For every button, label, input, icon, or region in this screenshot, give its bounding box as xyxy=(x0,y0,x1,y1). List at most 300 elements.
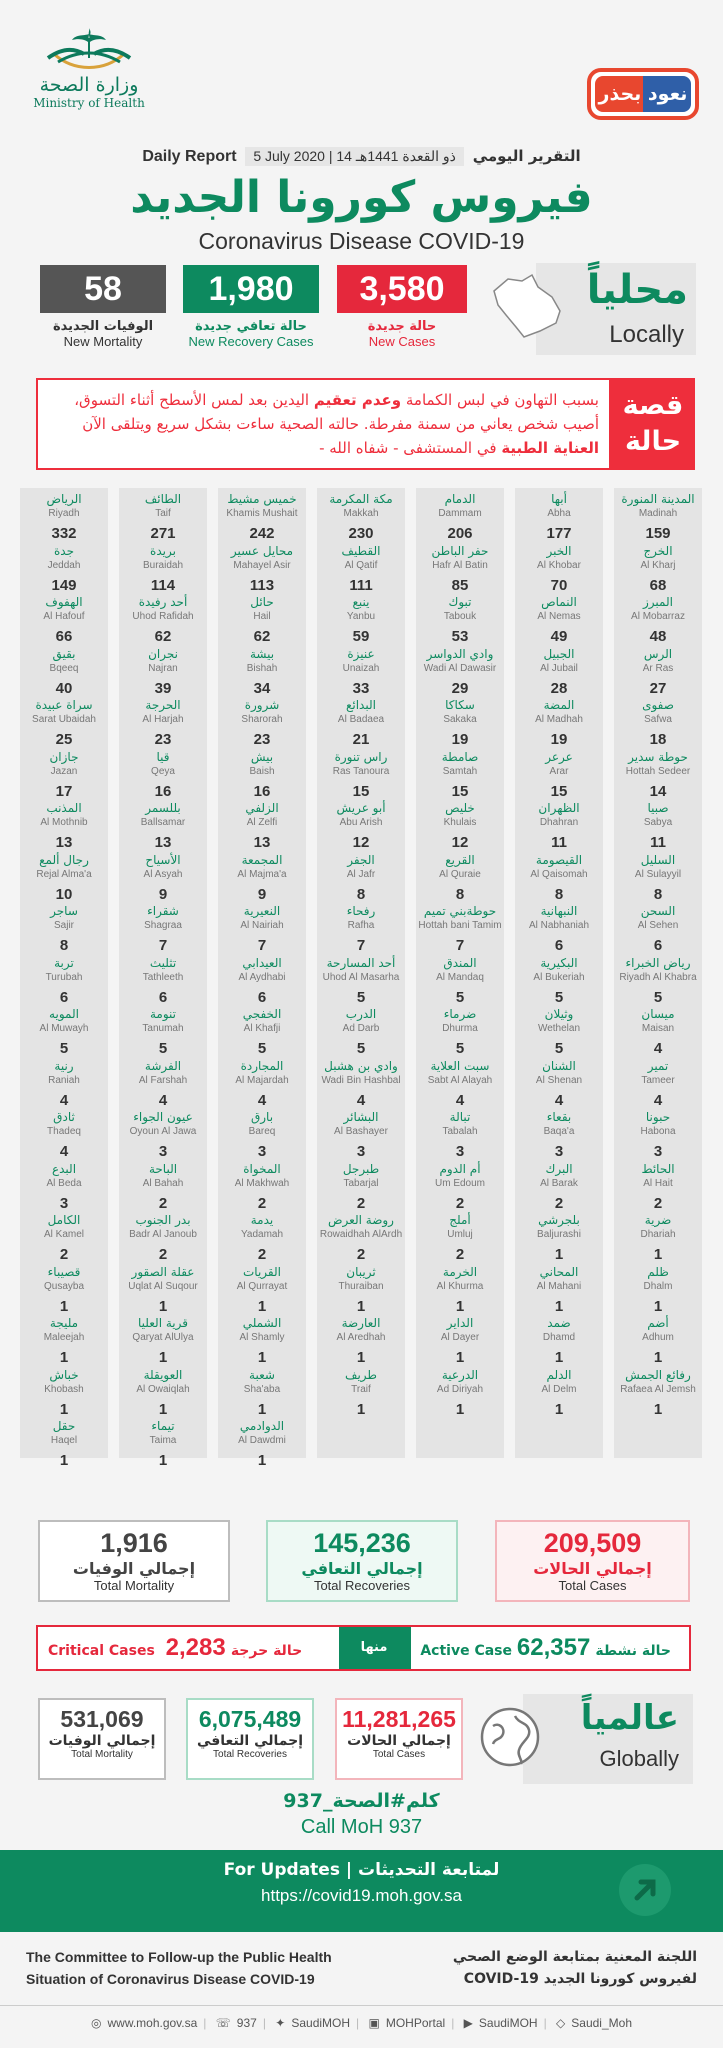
region-name-ar: القريع xyxy=(445,852,475,867)
story-text-4: العناية الطبية xyxy=(501,439,599,457)
region-name-en: Dhariah xyxy=(640,1229,676,1240)
region-name-en: Al Kharj xyxy=(640,559,676,571)
region-name-ar: الطائف xyxy=(144,492,182,506)
region-column xyxy=(20,488,108,1469)
region-count: 23 xyxy=(154,731,172,748)
region-name-ar: الجبيل xyxy=(543,646,575,661)
region-name-en: Samtah xyxy=(442,765,478,777)
region-name-ar: ينبع xyxy=(352,595,370,609)
region-name-ar: الحرجة xyxy=(145,698,181,712)
region-name-ar: جازان xyxy=(49,749,79,764)
call-hashtag: كلم#الصحة_937 xyxy=(283,1790,440,1812)
story-text-5: في المستشفى - شفاه الله - xyxy=(319,439,502,457)
region-name-en: Riyadh Al Khabra xyxy=(619,971,697,983)
region-count: 8 xyxy=(59,937,69,954)
region-name-en: Tabouk xyxy=(443,611,477,622)
region-count: 33 xyxy=(352,679,370,697)
region-name-en: Uqlat Al Suqour xyxy=(128,1280,198,1292)
region-name-en: Al Bahah xyxy=(142,1177,184,1189)
separator: | xyxy=(451,2016,455,2030)
region-name-ar: حوطةبني تميم xyxy=(423,904,497,918)
region-name-ar: البشائر xyxy=(343,1110,379,1124)
daily-report-ar: التقرير اليومي xyxy=(472,147,581,165)
new-recoveries-label-ar: حالة تعافي جديدة xyxy=(195,319,307,334)
region-name-ar: الظهران xyxy=(538,801,580,815)
region-count: 5 xyxy=(257,1040,267,1057)
region-name-en: Al Aydhabi xyxy=(238,971,286,983)
region-count: 4 xyxy=(356,1091,366,1109)
region-name-ar: خميس مشيط xyxy=(227,492,297,506)
region-name-en: Sabt Al Alayah xyxy=(427,1074,493,1086)
region-count: 242 xyxy=(249,525,275,542)
region-count: 16 xyxy=(154,782,172,800)
region-name-en: Adhum xyxy=(642,1332,674,1343)
new-recoveries-value: 1,980 xyxy=(183,265,319,313)
region-name-en: Al Farshah xyxy=(138,1074,188,1086)
region-count: 3 xyxy=(653,1143,663,1160)
snapchat-link[interactable]: Saudi_Moh xyxy=(571,2016,632,2030)
region-name-ar: ساجر xyxy=(50,904,78,918)
region-name-en: Al Hafouf xyxy=(43,611,85,622)
region-name-en: Khulais xyxy=(443,817,477,828)
region-name-en: Tabarjal xyxy=(343,1177,379,1189)
region-name-en: Al Nabhaniah xyxy=(528,920,590,931)
region-count: 5 xyxy=(356,988,366,1006)
region-name-en: Rafha xyxy=(347,920,375,931)
twitter-link[interactable]: SaudiMOH xyxy=(291,2016,351,2030)
separator: | xyxy=(262,2016,266,2030)
region-name-ar: رجال ألمع xyxy=(39,852,89,867)
region-name-en: Al Mothnib xyxy=(40,817,88,828)
region-count: 5 xyxy=(653,988,663,1006)
region-name-ar: بلجرشي xyxy=(538,1213,580,1227)
region-name-ar: المخواة xyxy=(243,1161,281,1176)
region-name-en: Dhalm xyxy=(643,1280,673,1292)
region-count: 3 xyxy=(158,1143,168,1160)
region-name-en: Sharorah xyxy=(241,714,283,725)
region-count: 2 xyxy=(158,1194,168,1212)
region-count: 230 xyxy=(348,525,374,542)
new-recoveries-label-en: New Recovery Cases xyxy=(188,334,314,349)
global-mortality-label-en: Total Mortality xyxy=(71,1749,133,1760)
region-name-ar: حفر الباطن xyxy=(431,543,489,558)
region-name-ar: حوطة سدير xyxy=(628,749,688,764)
region-name-ar: حائل xyxy=(250,595,274,609)
region-count: 1 xyxy=(554,1400,564,1418)
region-name-en: Al Khurma xyxy=(436,1280,484,1292)
region-count: 114 xyxy=(150,576,176,594)
title-en: Coronavirus Disease COVID-19 xyxy=(198,228,525,254)
region-name-en: Abha xyxy=(547,508,571,519)
region-count: 4 xyxy=(554,1091,564,1109)
region-count: 271 xyxy=(150,525,176,542)
committee-ar xyxy=(453,1946,697,1990)
active-cases-bar xyxy=(36,1625,691,1671)
region-name-en: Qaryat AlUlya xyxy=(132,1332,194,1343)
region-count: 2 xyxy=(554,1194,564,1212)
region-count: 7 xyxy=(158,937,168,954)
story-text-3: اليدين بعد لمس الأسطح أثناء التسوق، أصيب شخص يعاني من سمنة مفرطة. حالته الصحية ساءت بشكل سريع ويتلقى الآن xyxy=(74,391,599,433)
locally-title-ar: محلياً xyxy=(586,267,688,313)
region-name-ar: صفوى xyxy=(642,698,674,712)
committee-ar-line-1: اللجنة المعنية بمتابعة الوضع الصحي xyxy=(452,1949,697,1965)
phone-link[interactable]: 937 xyxy=(236,2016,257,2030)
global-cases-box xyxy=(335,1698,463,1780)
region-count: 62 xyxy=(253,628,271,645)
region-name-ar: البدع xyxy=(51,1161,77,1176)
region-name-ar: المدينة المنورة xyxy=(621,492,695,506)
region-name-ar: الخرمة xyxy=(442,1264,478,1279)
region-name-en: Al Mobarraz xyxy=(631,611,685,622)
snapchat-icon: ◇ xyxy=(556,2016,566,2030)
region-name-en: Uhod Rafidah xyxy=(132,611,194,622)
region-count: 1 xyxy=(59,1400,69,1418)
region-name-en: Qeya xyxy=(151,765,175,777)
region-name-en: Al Shamly xyxy=(239,1332,285,1343)
region-cell xyxy=(416,1368,504,1433)
region-name-ar: الفرشة xyxy=(144,1058,182,1073)
region-count: 4 xyxy=(455,1091,465,1109)
global-mortality-box xyxy=(38,1698,166,1780)
region-count: 70 xyxy=(550,576,568,594)
active-cases-label: Active Case حالة نشطة xyxy=(420,1643,671,1659)
separator: | xyxy=(356,2016,360,2030)
region-count: 29 xyxy=(451,679,469,697)
region-count: 5 xyxy=(158,1040,168,1057)
region-name-ar: عيون الجواء xyxy=(133,1110,193,1124)
region-name-en: Dhahran xyxy=(539,817,579,828)
region-count: 1 xyxy=(59,1452,69,1469)
region-count: 14 xyxy=(649,782,667,800)
region-name-en: Al Bashayer xyxy=(334,1126,388,1137)
region-count: 18 xyxy=(649,731,667,748)
region-count: 9 xyxy=(158,885,168,903)
daily-report-en: Daily Report xyxy=(142,148,237,165)
region-name-en: Hail xyxy=(253,611,271,622)
region-count: 2 xyxy=(356,1246,366,1263)
region-count: 13 xyxy=(154,834,172,851)
region-name-ar: نجران xyxy=(148,646,178,661)
region-name-ar: الحائط xyxy=(641,1161,675,1176)
region-name-en: Ballsamar xyxy=(140,817,186,828)
region-count: 2 xyxy=(257,1194,267,1212)
region-name-ar: تنومة xyxy=(149,1007,177,1021)
updates-url-link[interactable]: https://covid19.moh.gov.sa xyxy=(261,1886,462,1905)
region-name-en: Bareq xyxy=(248,1126,276,1137)
region-name-en: Al Hait xyxy=(643,1177,673,1189)
region-name-ar: أحد رفيدة xyxy=(138,595,188,609)
region-name-ar: سبت العلاية xyxy=(430,1058,490,1073)
region-count: 2 xyxy=(356,1194,366,1212)
region-name-en: Najran xyxy=(148,662,178,674)
region-count: 1 xyxy=(455,1400,465,1418)
region-count: 8 xyxy=(653,885,663,903)
region-name-en: Rafaea Al Jemsh xyxy=(620,1383,696,1395)
region-count: 53 xyxy=(451,628,469,645)
region-name-ar: حبونا xyxy=(645,1110,671,1124)
region-count: 13 xyxy=(55,834,73,851)
phone-icon: ☏ xyxy=(215,2016,231,2030)
region-name-en: Taima xyxy=(149,1435,177,1446)
region-name-ar: وثيلان xyxy=(544,1007,574,1021)
globally-title-ar: عالمياً xyxy=(580,1698,679,1738)
region-count: 1 xyxy=(257,1400,267,1418)
global-recoveries-value: 6,075,489 xyxy=(198,1706,302,1732)
region-name-ar: ثادق xyxy=(53,1110,75,1124)
region-name-ar: المويه xyxy=(49,1007,79,1021)
region-name-ar: شرورة xyxy=(244,698,280,712)
region-name-ar: روضة العرض xyxy=(328,1213,394,1227)
region-name-en: Al Mahani xyxy=(536,1280,582,1292)
region-name-ar: الدرعية xyxy=(441,1367,479,1382)
region-name-ar: شقراء xyxy=(147,904,179,918)
global-cases-value: 11,281,265 xyxy=(342,1706,456,1732)
region-name-en: Riyadh xyxy=(48,508,80,519)
region-name-en: Ar Ras xyxy=(642,662,674,674)
region-name-en: Tanumah xyxy=(142,1023,184,1034)
region-name-en: Al Qurrayat xyxy=(236,1280,288,1292)
locally-title-en: Locally xyxy=(609,321,684,348)
region-name-en: Habona xyxy=(640,1126,676,1137)
region-name-en: Jeddah xyxy=(47,559,81,571)
campaign-text: نعود بحذر xyxy=(595,76,691,112)
region-name-ar: القريات xyxy=(243,1264,281,1279)
region-count: 1 xyxy=(653,1400,663,1418)
region-name-ar: تثليث xyxy=(149,955,177,970)
active-cases-value: 62,357 xyxy=(516,1634,591,1661)
region-name-ar: المبرز xyxy=(643,595,673,609)
region-count: 1 xyxy=(653,1297,663,1315)
region-name-en: Baljurashi xyxy=(537,1229,581,1240)
story-label xyxy=(611,378,695,470)
region-count: 16 xyxy=(253,782,271,800)
region-name-ar: يدمة xyxy=(250,1213,274,1227)
region-name-en: Al Zelfi xyxy=(246,817,278,828)
region-name-en: Yadamah xyxy=(240,1229,284,1240)
region-count: 11 xyxy=(650,834,666,851)
region-name-en: Turubah xyxy=(45,971,83,983)
region-name-en: Shagraa xyxy=(144,920,182,931)
region-name-ar: الجفر xyxy=(347,852,375,867)
region-count: 6 xyxy=(653,937,663,954)
region-name-en: Khobash xyxy=(44,1383,84,1395)
global-recoveries-label-en: Total Recoveries xyxy=(213,1749,287,1760)
region-name-ar: الداير xyxy=(446,1316,474,1330)
region-count: 28 xyxy=(550,679,568,697)
global-mortality-value: 531,069 xyxy=(60,1706,144,1732)
new-cases-label-ar: حالة جديدة xyxy=(367,319,437,334)
region-cell xyxy=(119,1419,207,1484)
region-name-en: Sabya xyxy=(643,817,673,828)
region-count: 7 xyxy=(455,937,465,954)
region-count: 21 xyxy=(352,731,370,748)
story-label-1: قصة xyxy=(622,390,684,421)
story-text xyxy=(36,378,611,470)
region-name-ar: أملج xyxy=(449,1213,471,1227)
region-count: 1 xyxy=(653,1349,663,1366)
region-name-en: Al Sulayyil xyxy=(634,868,682,880)
region-count: 6 xyxy=(257,988,267,1006)
region-name-en: Al Majma'a xyxy=(237,868,287,880)
region-count: 62 xyxy=(154,628,172,645)
new-cases-value: 3,580 xyxy=(337,265,467,313)
region-count: 4 xyxy=(158,1091,168,1109)
region-name-ar: وادي بن هشبل xyxy=(324,1058,398,1073)
region-column xyxy=(515,488,603,1458)
region-count: 6 xyxy=(158,988,168,1006)
region-name-en: Al Majardah xyxy=(235,1074,289,1086)
saudi-map-icon xyxy=(486,271,566,341)
region-name-en: Sarat Ubaidah xyxy=(32,714,96,725)
region-name-en: Traif xyxy=(351,1383,371,1395)
region-name-ar: ضرية xyxy=(644,1213,672,1227)
region-count: 1 xyxy=(356,1297,366,1315)
region-name-ar: الأسياح xyxy=(145,852,181,867)
region-name-en: Abu Arish xyxy=(339,817,383,828)
region-count: 1 xyxy=(158,1400,168,1418)
region-name-en: Hottah Sedeer xyxy=(625,765,691,777)
region-name-ar: البدائع xyxy=(346,698,376,712)
region-count: 206 xyxy=(447,525,473,542)
region-name-en: Al Khobar xyxy=(537,559,581,571)
region-name-ar: رنية xyxy=(54,1058,74,1073)
region-count: 1 xyxy=(455,1297,465,1315)
region-name-ar: أبو عريش xyxy=(336,801,386,815)
youtube-link[interactable]: SaudiMOH xyxy=(478,2016,538,2030)
region-name-en: Jazan xyxy=(50,765,78,777)
total-recoveries-label-en: Total Recoveries xyxy=(313,1578,411,1593)
header xyxy=(0,0,723,140)
region-name-ar: المندق xyxy=(443,955,477,970)
region-name-ar: المذنب xyxy=(46,801,82,815)
total-mortality-label-en: Total Mortality xyxy=(93,1578,175,1593)
portal-link[interactable]: MOHPortal xyxy=(385,2016,446,2030)
region-name-en: Dammam xyxy=(438,508,482,519)
region-name-en: Al Makhwah xyxy=(234,1177,290,1189)
region-name-en: Tabalah xyxy=(442,1126,478,1137)
global-cases-label-ar: إجمالي الحالات xyxy=(347,1733,451,1749)
region-count: 5 xyxy=(455,988,465,1006)
region-name-en: Wadi Al Dawasir xyxy=(423,662,497,674)
region-name-en: Taif xyxy=(155,508,171,519)
region-name-en: Mahayel Asir xyxy=(233,559,291,571)
region-count: 19 xyxy=(550,731,568,748)
region-name-en: Al Mandaq xyxy=(436,971,484,983)
region-count: 5 xyxy=(59,1040,69,1057)
region-name-en: Al Nemas xyxy=(537,611,581,622)
region-name-en: Qusayba xyxy=(43,1280,85,1292)
region-name-ar: الدمام xyxy=(444,492,476,506)
region-count: 113 xyxy=(249,576,275,594)
campaign-logo xyxy=(587,68,699,120)
region-count: 17 xyxy=(55,782,73,800)
region-count: 5 xyxy=(554,1040,564,1057)
region-name-en: Al Jafr xyxy=(346,868,376,880)
updates-label: For Updates | لمتابعة التحديثات xyxy=(223,1860,500,1880)
region-name-en: Al Kamel xyxy=(43,1229,84,1240)
region-name-en: Al Khafji xyxy=(243,1023,281,1034)
region-name-ar: ضمد xyxy=(547,1316,571,1330)
separator: | xyxy=(543,2016,547,2030)
total-cases-label-en: Total Cases xyxy=(558,1578,627,1593)
region-count: 68 xyxy=(649,576,667,594)
region-name-ar: ثريبان xyxy=(346,1264,376,1279)
global-mortality-label-ar: إجمالي الوفيات xyxy=(48,1733,156,1749)
region-count: 3 xyxy=(455,1143,465,1160)
region-name-ar: بدر الجنوب xyxy=(135,1213,191,1227)
region-name-ar: النماص xyxy=(541,595,577,609)
moh-name-ar: وزارة الصحة xyxy=(39,74,139,96)
critical-cases-label: Critical Cases حالة حرجة xyxy=(48,1643,303,1659)
region-name-en: Al Shenan xyxy=(535,1074,583,1086)
region-count: 5 xyxy=(455,1040,465,1057)
region-name-ar: ضرماء xyxy=(443,1007,477,1021)
region-name-en: Makkah xyxy=(343,508,379,519)
story-label-2: حالة xyxy=(624,426,682,457)
region-count: 27 xyxy=(649,679,667,697)
region-name-ar: النبهانية xyxy=(540,904,578,918)
region-name-ar: طريف xyxy=(345,1367,377,1382)
region-count: 85 xyxy=(451,576,469,594)
region-count: 1 xyxy=(554,1349,564,1366)
region-name-ar: الكامل xyxy=(47,1213,81,1227)
region-name-ar: بريدة xyxy=(150,543,176,558)
new-mortality-label-en: New Mortality xyxy=(63,334,143,349)
website-link[interactable]: www.moh.gov.sa xyxy=(107,2016,198,2030)
region-name-en: Al Sehen xyxy=(637,920,679,931)
region-name-en: Ras Tanoura xyxy=(332,765,390,777)
region-name-ar: المجاردة xyxy=(240,1058,284,1073)
new-cases-box xyxy=(337,265,467,353)
region-name-en: Oyoun Al Jawa xyxy=(129,1126,197,1137)
new-mortality-box xyxy=(40,265,166,353)
region-name-en: Al Quraie xyxy=(439,868,481,880)
new-recoveries-box xyxy=(183,265,319,353)
region-name-en: Maisan xyxy=(641,1023,675,1034)
region-name-en: Yanbu xyxy=(346,611,376,622)
active-connector: منها xyxy=(339,1627,409,1669)
region-name-ar: خليص xyxy=(445,801,475,815)
region-name-ar: السليل xyxy=(640,852,676,867)
region-name-en: Al Jubail xyxy=(540,662,578,674)
region-name-ar: العارضة xyxy=(341,1316,381,1330)
committee-en-line-1: The Committee to Follow-up the Public Health xyxy=(26,1949,332,1965)
social-links xyxy=(0,2005,723,2039)
region-name-en: Bqeeq xyxy=(49,662,79,674)
region-name-en: Wethelan xyxy=(537,1023,581,1034)
region-name-ar: بقيق xyxy=(52,646,76,661)
region-count: 49 xyxy=(550,628,568,645)
region-name-en: Uhod Al Masarha xyxy=(322,971,400,983)
region-count: 3 xyxy=(356,1143,366,1160)
region-count: 11 xyxy=(551,834,567,851)
region-count: 177 xyxy=(546,525,572,542)
region-count: 4 xyxy=(653,1091,663,1109)
region-name-ar: بارق xyxy=(250,1110,274,1124)
region-name-ar: عرعر xyxy=(545,749,573,764)
region-cell xyxy=(20,1419,108,1484)
global-recoveries-label-ar: إجمالي التعافي xyxy=(196,1733,304,1749)
region-count: 23 xyxy=(253,731,271,748)
region-count: 6 xyxy=(59,988,69,1006)
region-name-ar: راس تنورة xyxy=(334,749,388,764)
total-recoveries-box xyxy=(266,1520,458,1602)
region-count: 1 xyxy=(59,1297,69,1315)
region-name-en: Arar xyxy=(549,765,569,777)
region-count: 3 xyxy=(554,1143,564,1160)
region-count: 15 xyxy=(550,782,568,800)
region-count: 2 xyxy=(455,1194,465,1212)
